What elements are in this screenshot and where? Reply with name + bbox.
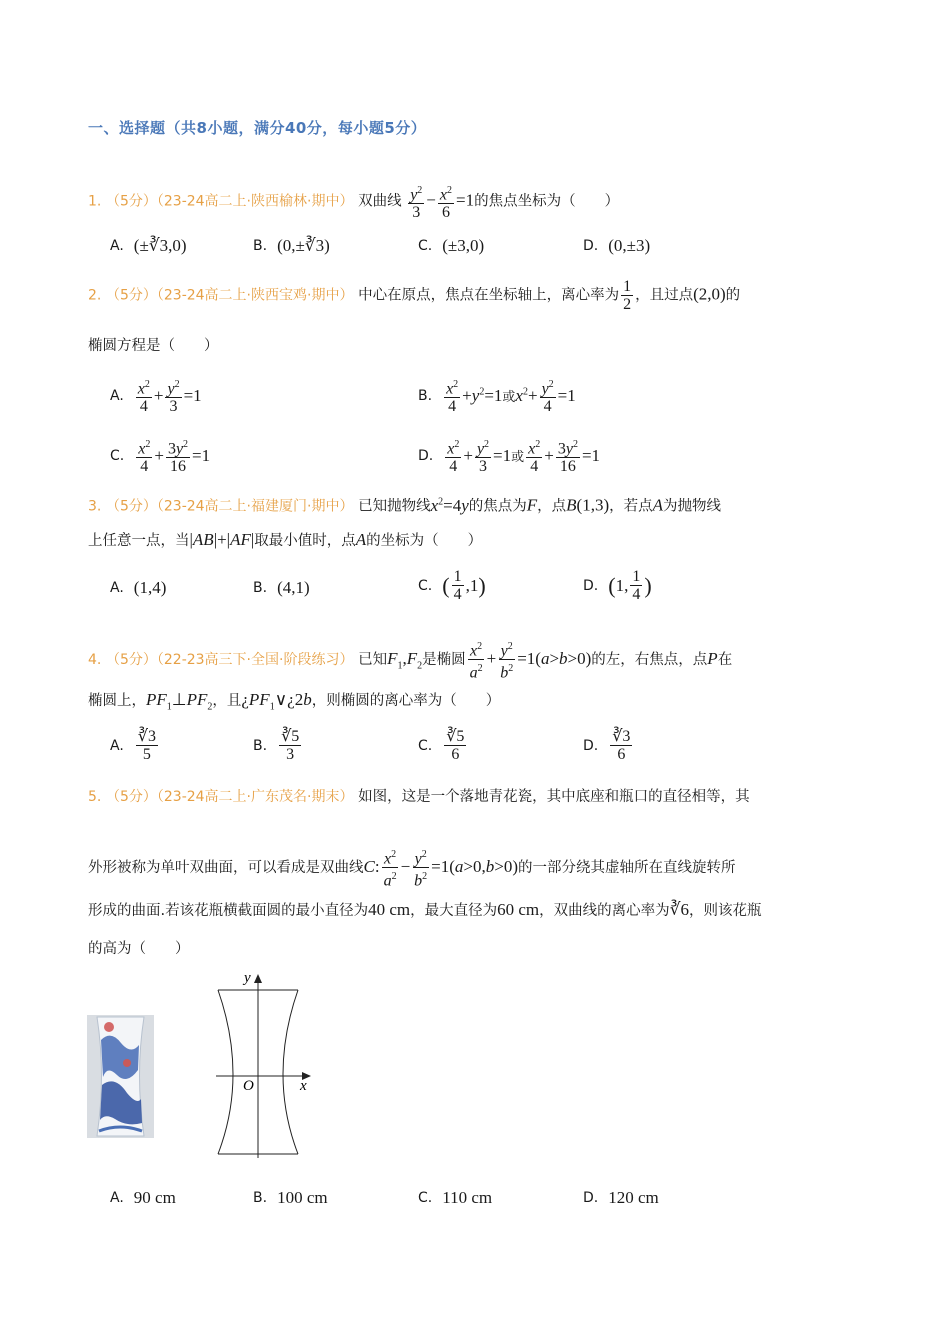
- q2-option-b[interactable]: B. $\frac{x^2}{4}$ $+y^2=1$ 或 $x^2+$ $\frac{y^2}{4}$ =1: [418, 376, 576, 415]
- q1-number: 1.: [88, 193, 102, 210]
- q5-stem-line2: 外形被称为单叶双曲面，可以看成是双曲线C: $\frac{x^2}{a^2}$ − $\frac{y^2}{b^2}$ =1(a>0,b>0)的一部分绕其虚轴所在直线旋转所: [88, 846, 736, 890]
- q1-stem-tail: 的焦点坐标为（ ）: [474, 193, 620, 210]
- q1-stem-text: 双曲线: [358, 193, 402, 210]
- q5-option-c[interactable]: C. 110 cm: [418, 1188, 493, 1207]
- q4-option-a[interactable]: A. $\frac{∛3}{5}$: [110, 728, 156, 763]
- q2-option-d[interactable]: D. $\frac{x^2}{4}$ + $\frac{y^2}{3}$ =1 或 $\frac{x^2}{4}$ + $\frac{3y^2}{16}$ =1: [418, 436, 600, 475]
- q2-meta: （5分）（23-24高二上·陕西宝鸡·期中）: [105, 287, 354, 304]
- q5-stem-line3: 形成的曲面.若该花瓶横截面圆的最小直径为40 cm，最大直径为60 cm，双曲线的离心率为∛6，则该花瓶: [88, 900, 762, 919]
- q1-frac2: $\frac{x^2}{6}$: [438, 182, 454, 221]
- q1-option-a[interactable]: A. (±∛3,0): [110, 236, 187, 255]
- q1-frac1: $\frac{y^2}{3}$: [408, 182, 424, 221]
- q4-option-c[interactable]: C. $\frac{∛5}{6}$: [418, 728, 465, 763]
- q2-stem-line2: 椭圆方程是（ ）: [88, 338, 219, 354]
- q5-option-a[interactable]: A. 90 cm: [110, 1188, 176, 1207]
- q2-option-a[interactable]: A. $\frac{x^2}{4}$ + $\frac{y^2}{3}$ =1: [110, 376, 202, 415]
- q3-option-c[interactable]: C. ( $\frac{1}{4}$ ,1 ): [418, 568, 486, 603]
- q2-number: 2.: [88, 287, 102, 304]
- q1-option-c[interactable]: C. (±3,0): [418, 236, 485, 255]
- q4-stem: 4. （5分）（22-23高三下·全国·阶段练习） 已知$F_1,F_2$是椭圆 $\frac{x^2}{a^2}$ + $\frac{y^2}{b^2}$ =1(a>b>0)的左，右焦点，点P在: [88, 638, 732, 682]
- q1-option-d[interactable]: D. (0,±3): [583, 236, 651, 255]
- q3-stem: 3. （5分）（23-24高二上·福建厦门·期中） 已知抛物线$x^2=4y$的焦点为F，点B(1,3)，若点A为抛物线: [88, 495, 722, 515]
- q5-option-b[interactable]: B. 100 cm: [253, 1188, 328, 1207]
- q3-stem-line2: 上任意一点，当|AB|+|AF|取最小值时，点A的坐标为（ ）: [88, 530, 483, 549]
- q1-stem: 1. （5分）（23-24高二上·陕西榆林·期中） 双曲线 $\frac{y^2}{3}$ − $\frac{x^2}{6}$ =1的焦点坐标为（ ）: [88, 182, 619, 221]
- section-title: 一、选择题（共8小题，满分40分，每小题5分）: [88, 119, 427, 137]
- y-axis-label: y: [244, 970, 251, 986]
- hyperbola-diagram: [212, 968, 317, 1160]
- q4-option-d[interactable]: D. $\frac{∛3}{6}$: [583, 728, 631, 763]
- q5-option-d[interactable]: D. 120 cm: [583, 1188, 659, 1207]
- q4-option-b[interactable]: B. $\frac{∛5}{3}$: [253, 728, 300, 763]
- vase-image: [87, 1015, 154, 1138]
- q5-stem-line4: 的高为（ ）: [88, 941, 190, 957]
- x-axis-label: x: [300, 1078, 307, 1094]
- q3-option-b[interactable]: B. (4,1): [253, 578, 310, 597]
- origin-label: O: [243, 1078, 254, 1094]
- q3-option-d[interactable]: D. ( 1, $\frac{1}{4}$ ): [583, 568, 652, 603]
- q1-option-b[interactable]: B. (0,±∛3): [253, 236, 330, 255]
- q4-stem-line2: 椭圆上，$PF_1\perp PF_2$，且¿$PF_1\vee¿2b$，则椭圆的离心率为（ ）: [88, 690, 501, 713]
- q3-option-a[interactable]: A. (1,4): [110, 578, 167, 597]
- q2-option-c[interactable]: C. $\frac{x^2}{4}$ + $\frac{3y^2}{16}$ =1: [110, 436, 210, 475]
- q1-meta: （5分）（23-24高二上·陕西榆林·期中）: [105, 193, 354, 210]
- q5-stem: 5. （5分）（23-24高二上·广东茂名·期末） 如图，这是一个落地青花瓷，其中底座和瓶口的直径相等，其: [88, 789, 750, 805]
- q2-stem: 2. （5分）（23-24高二上·陕西宝鸡·期中） 中心在原点，焦点在坐标轴上，离心率为 $\frac{1}{2}$ ，且过点(2,0)的: [88, 278, 741, 313]
